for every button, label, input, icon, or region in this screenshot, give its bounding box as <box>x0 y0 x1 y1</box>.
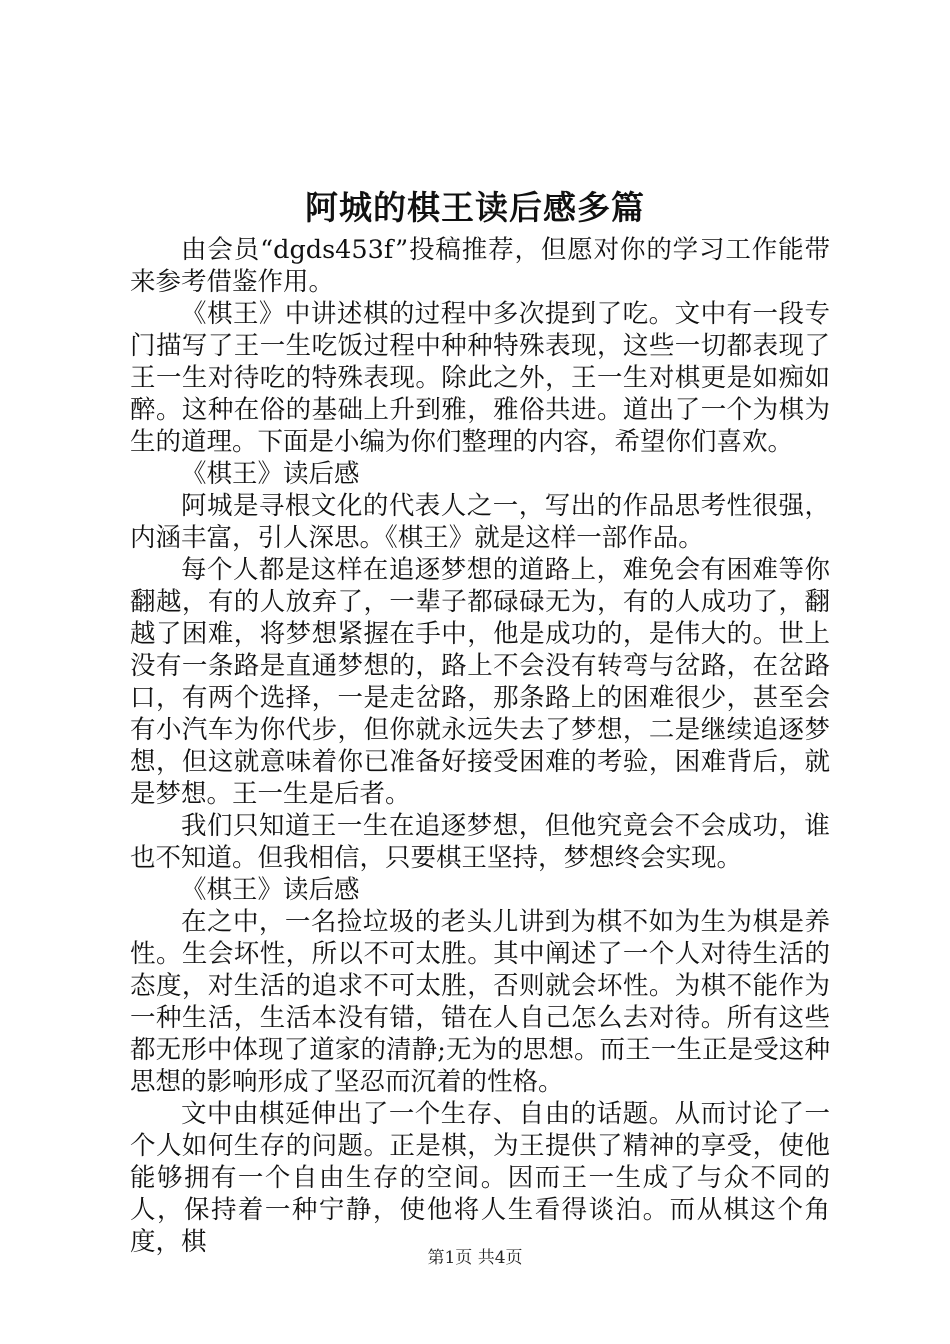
section-heading: 《棋王》读后感 <box>181 459 360 489</box>
section-heading: 《棋王》读后感 <box>181 875 360 905</box>
document-body <box>130 234 830 1258</box>
paragraph: 我们只知道王一生在追逐梦想，但他究竟会不会成功，谁也不知道。但我相信，只要棋王坚持，梦想终会实现。 <box>130 811 830 873</box>
paragraph: 阿城是寻根文化的代表人之一，写出的作品思考性很强，内涵丰富，引人深思。《棋王》就是这样一部作品。 <box>130 491 830 553</box>
document-title: 阿城的棋王读后感多篇 <box>305 188 645 227</box>
paragraph: 由会员“dgds453f”投稿推荐，但愿对你的学习工作能带来参考借鉴作用。 <box>130 235 830 297</box>
paragraph: 在之中，一名捡垃圾的老头儿讲到为棋不如为生为棋是养性。生会坏性，所以不可太胜。其中阐述了一个人对待生活的态度，对生活的追求不可太胜，否则就会坏性。为棋不能作为一种生活，生活本没有错，错在人自己怎么去对待。所有这些都无形中体现了道家的清静;无为的思想。而王一生正是受这种思想的影响形成了坚忍而沉着的性格。 <box>130 907 830 1097</box>
paragraph: 《棋王》中讲述棋的过程中多次提到了吃。文中有一段专门描写了王一生吃饭过程中种种特殊表现，这些一切都表现了王一生对待吃的特殊表现。除此之外，王一生对棋更是如痴如醉。这种在俗的基础上升到雅，雅俗共进。道出了一个为棋为生的道理。下面是小编为你们整理的内容，希望你们喜欢。 <box>130 299 830 457</box>
page-number-footer: 第1页 共4页 <box>427 1248 523 1268</box>
paragraph: 每个人都是这样在追逐梦想的道路上，难免会有困难等你翻越，有的人放弃了，一辈子都碌碌无为，有的人成功了，翻越了困难，将梦想紧握在手中，他是成功的，是伟大的。世上没有一条路是直通梦想的，路上不会没有转弯与岔路，在岔路口，有两个选择，一是走岔路，那条路上的困难很少，甚至会有小汽车为你代步，但你就永远失去了梦想，二是继续追逐梦想，但这就意味着你已准备好接受困难的考验，困难背后，就是梦想。王一生是后者。 <box>130 555 830 809</box>
paragraph: 文中由棋延伸出了一个生存、自由的话题。从而讨论了一个人如何生存的问题。正是棋，为王提供了精神的享受，使他能够拥有一个自由生存的空间。因而王一生成了与众不同的人，保持着一种宁静，使他将人生看得谈泊。而从棋这个角度，棋 <box>130 1099 830 1257</box>
